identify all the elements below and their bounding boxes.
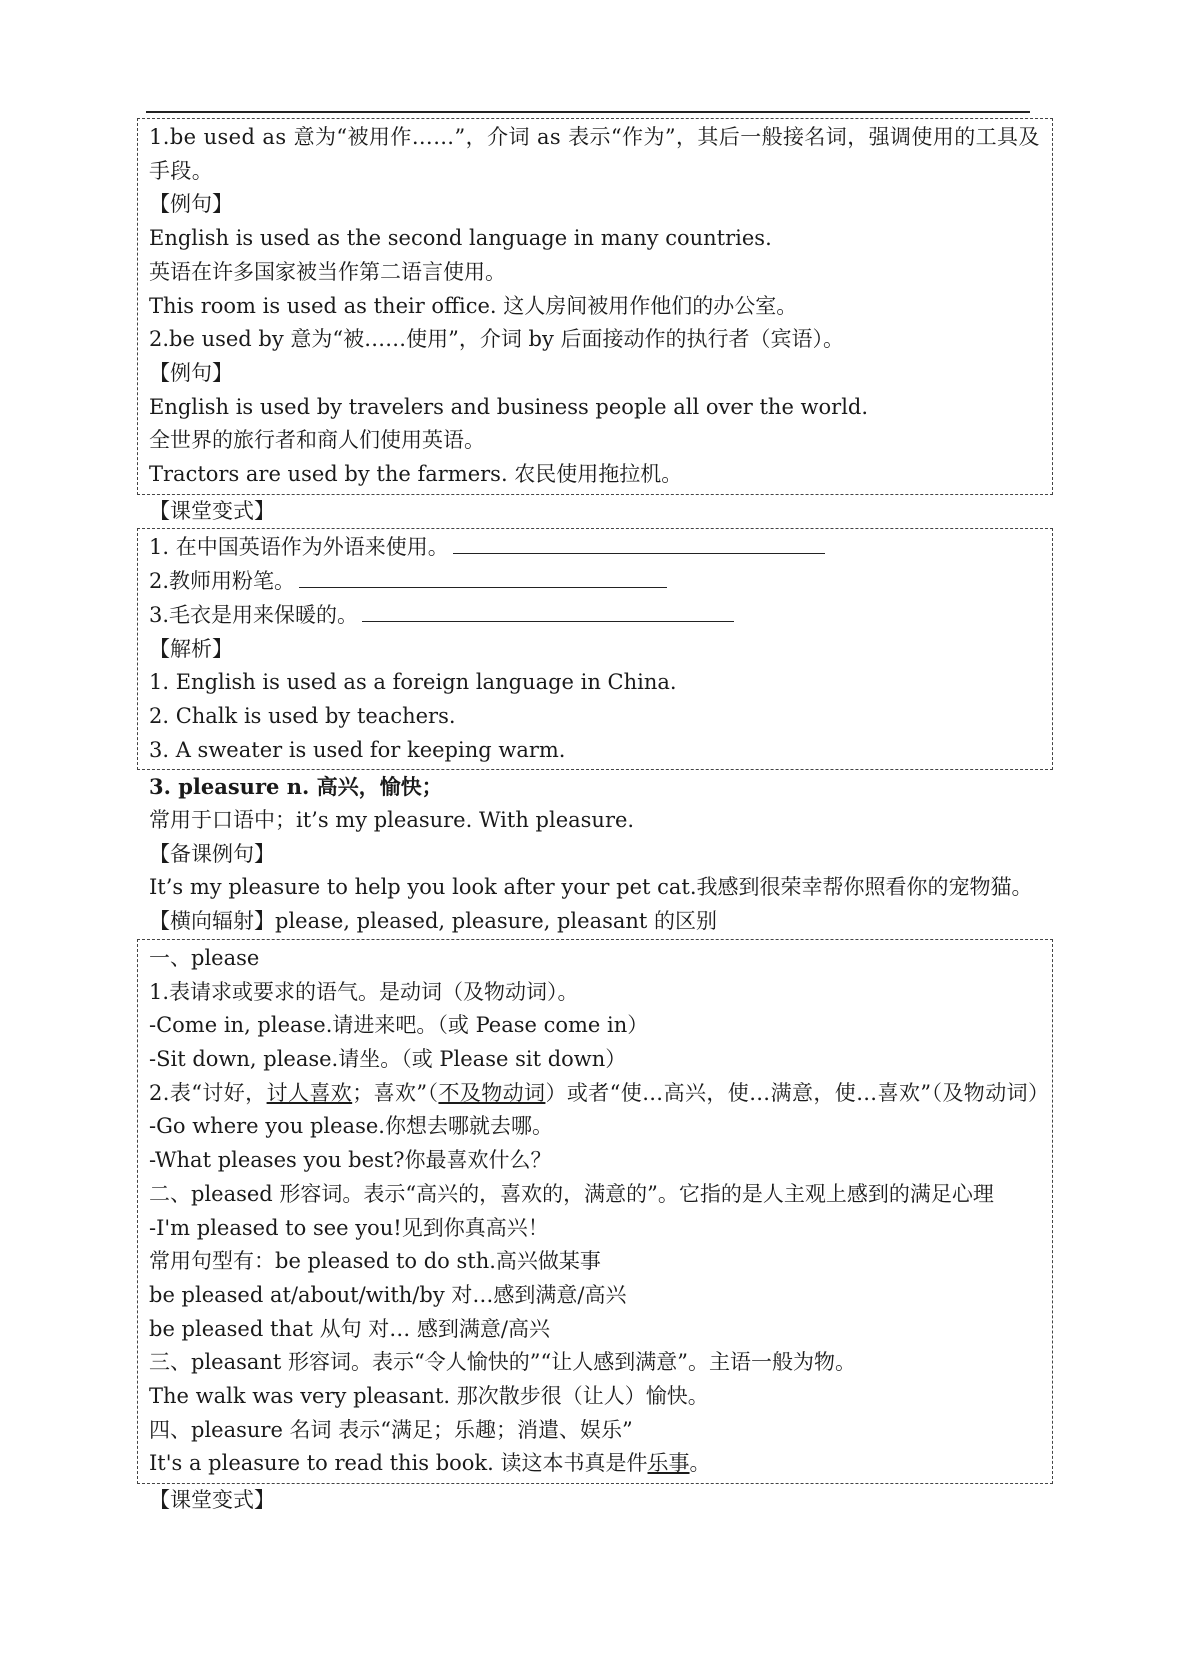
example-sentence: English is used as the second language in many countries. [149,226,772,251]
pleasure-example [149,1447,1052,1481]
answer-blank[interactable] [362,603,734,622]
header-rule [146,111,1030,113]
text-part: It's a pleasure to read this book. 读这本书真是件 [149,1451,648,1476]
please-example: -Sit down, please.请坐。（或 Please sit down） [149,1046,627,1071]
prep-example: It’s my pleasure to help you look after your pet cat.我感到很荣幸帮你照看你的宠物猫。 [149,875,1033,900]
example-translation: 英语在许多国家被当作第二语言使用。 [149,259,506,284]
pleased-heading: 二、pleased 形容词。表示“高兴的，喜欢的，满意的”。它指的是人主观上感到的满足心理 [149,1181,994,1206]
underlined-text: 乐事 [647,1451,690,1476]
answer-1: 1. English is used as a foreign language in China. [149,670,677,695]
practice-question-2 [149,565,1052,599]
please-example: -Come in, please.请进来吧。（或 Pease come in） [149,1013,649,1038]
pleasure-heading: 四、pleasure 名词 表示“满足；乐趣；消遣、娱乐” [149,1417,633,1442]
text-part: 2.表“讨好， [149,1080,267,1105]
word-comparison-box [137,939,1053,1484]
pleasant-heading: 三、pleasant 形容词。表示“令人愉快的”“让人感到满意”。主语一般为物。 [149,1350,856,1375]
example-translation: 全世界的旅行者和商人们使用英语。 [149,428,485,453]
underlined-text: 讨人喜欢 [266,1080,353,1105]
page-content [137,118,1053,1518]
be-used-as-explanation: 1.be used as 意为“被用作……”，介词 as 表示“作为”，其后一般接名词，强调使用的工具及手段。 [149,125,1040,183]
pleasure-title: 3. pleasure n. 高兴，愉快； [149,774,443,800]
radiation-heading: 【横向辐射】please, pleased, pleasure, pleasant 的区别 [149,909,718,934]
please-usage-1: 1.表请求或要求的语气。是动词（及物动词）。 [149,979,579,1004]
answer-3: 3. A sweater is used for keeping warm. [149,737,566,762]
question-text: 2.教师用粉笔。 [149,569,296,594]
usage-box-be-used [137,118,1053,495]
please-example: -What pleases you best?你最喜欢什么？ [149,1148,552,1173]
practice-question-3 [149,599,1052,633]
question-text: 3.毛衣是用来保暖的。 [149,602,359,627]
prep-example-label: 【备课例句】 [149,841,275,866]
example-sentence: Tractors are used by the farmers. 农民使用拖拉机。 [149,462,683,487]
example-label: 【例句】 [149,360,233,385]
practice-question-1 [149,531,1052,565]
be-used-by-explanation: 2.be used by 意为“被……使用”，介词 by 后面接动作的执行者（宾语）。 [149,327,845,352]
pleased-pattern: be pleased at/about/with/by 对…感到满意/高兴 [149,1282,627,1307]
underlined-text: 不及物动词 [438,1080,546,1105]
pleased-pattern: be pleased that 从句 对… 感到满意/高兴 [149,1316,550,1341]
practice-heading: 【课堂变式】 [149,1488,275,1513]
please-heading: 一、please [149,945,260,970]
pleased-pattern: 常用句型有：be pleased to do sth.高兴做某事 [149,1249,601,1274]
text-part: ）或者“使…高兴，使…满意，使…喜欢”（及物动词） [545,1080,1050,1105]
pleased-example: -I'm pleased to see you!见到你真高兴！ [149,1215,549,1240]
pleasant-example: The walk was very pleasant. 那次散步很（让人）愉快。 [149,1384,709,1409]
text-part: ；喜欢”（ [352,1080,439,1105]
answer-2: 2. Chalk is used by teachers. [149,703,456,728]
please-usage-2 [149,1077,1052,1111]
text-part: 。 [689,1451,711,1476]
practice-heading: 【课堂变式】 [149,498,275,523]
example-sentence: English is used by travelers and business people all over the world. [149,394,869,419]
analysis-label: 【解析】 [149,636,233,661]
example-label: 【例句】 [149,192,233,217]
question-text: 1. 在中国英语作为外语来使用。 [149,535,449,560]
example-sentence: This room is used as their office. 这人房间被用作他们的办公室。 [149,293,798,318]
answer-blank[interactable] [299,569,667,588]
answer-blank[interactable] [453,535,825,554]
please-example: -Go where you please.你想去哪就去哪。 [149,1114,553,1139]
practice-box [137,528,1053,770]
pleasure-usage: 常用于口语中；it’s my pleasure. With pleasure. [149,808,635,833]
